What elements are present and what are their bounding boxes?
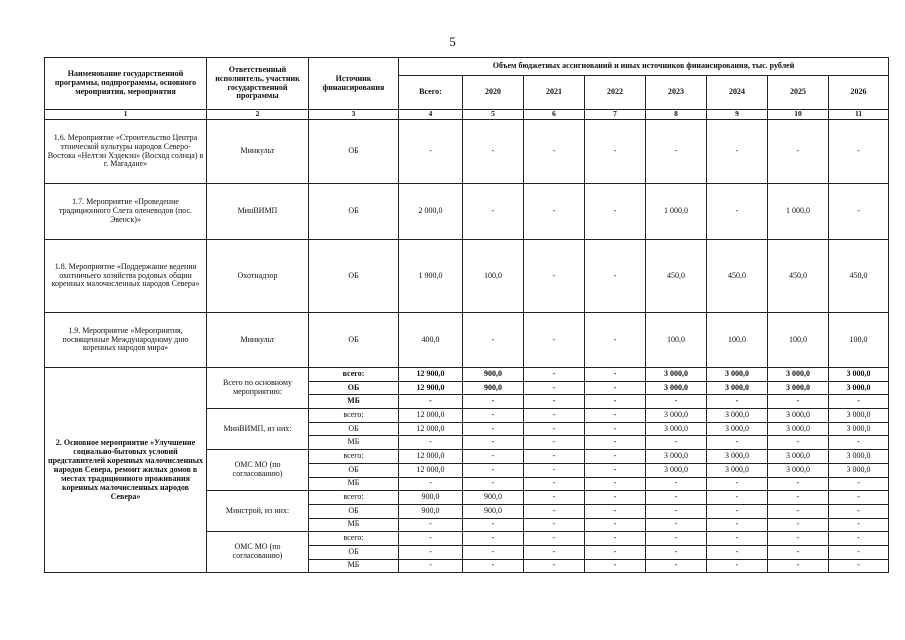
value-cell: 3 000,0	[768, 381, 829, 395]
value-cell: 12 900,0	[399, 381, 463, 395]
value-cell: 100,0	[707, 313, 768, 368]
source-cell: ОБ	[309, 504, 399, 518]
value-cell: -	[707, 532, 768, 546]
value-cell: -	[707, 491, 768, 505]
table-row	[45, 313, 889, 368]
value-cell: 3 000,0	[768, 450, 829, 464]
value-cell: -	[829, 120, 889, 184]
value-cell: 3 000,0	[707, 463, 768, 477]
value-cell: -	[399, 559, 463, 573]
value-cell: -	[585, 450, 646, 464]
value-cell: -	[768, 518, 829, 532]
value-cell: -	[646, 532, 707, 546]
value-cell: 3 000,0	[768, 368, 829, 382]
activity-name: 1.7. Мероприятие «Проведение традиционного Слета оленеводов (пос. Эвенск)»	[45, 184, 207, 240]
value-cell: 3 000,0	[646, 450, 707, 464]
value-cell: 900,0	[463, 504, 524, 518]
value-cell: -	[463, 436, 524, 450]
header-program-name: Наименование государственной программы, подпрограммы, основного мероприятия, мероприятия	[45, 58, 207, 110]
value-cell: -	[585, 313, 646, 368]
header-year-7: 2026	[829, 76, 889, 110]
value-cell: -	[399, 477, 463, 491]
header-year-3: 2022	[585, 76, 646, 110]
value-cell: 900,0	[463, 368, 524, 382]
value-cell: -	[646, 395, 707, 409]
value-cell: 900,0	[399, 504, 463, 518]
value-cell: 100,0	[646, 313, 707, 368]
value-cell: -	[463, 463, 524, 477]
executor-cell: МинВИМП, из них:	[207, 409, 309, 450]
value-cell: -	[585, 491, 646, 505]
value-cell: -	[707, 184, 768, 240]
value-cell: 3 000,0	[829, 450, 889, 464]
value-cell: -	[829, 184, 889, 240]
header-source: Источник финансирования	[309, 58, 399, 110]
value-cell: 3 000,0	[829, 381, 889, 395]
value-cell: -	[524, 504, 585, 518]
value-cell: -	[768, 395, 829, 409]
table-row	[45, 240, 889, 313]
value-cell: 12 900,0	[399, 368, 463, 382]
source-cell: ОБ	[309, 545, 399, 559]
value-cell: -	[463, 409, 524, 423]
header-year-4: 2023	[646, 76, 707, 110]
table-row	[45, 120, 889, 184]
value-cell: -	[524, 518, 585, 532]
value-cell: -	[829, 518, 889, 532]
value-cell: -	[524, 436, 585, 450]
value-cell: -	[829, 545, 889, 559]
value-cell: 450,0	[829, 240, 889, 313]
value-cell: -	[646, 436, 707, 450]
value-cell: -	[768, 491, 829, 505]
source-cell: всего:	[309, 450, 399, 464]
executor-cell: Минстрой, из них:	[207, 491, 309, 532]
value-cell: 900,0	[463, 491, 524, 505]
value-cell: -	[829, 532, 889, 546]
value-cell: -	[524, 240, 585, 313]
column-number-7: 7	[585, 110, 646, 120]
value-cell: -	[585, 532, 646, 546]
value-cell: -	[646, 120, 707, 184]
value-cell: -	[399, 436, 463, 450]
value-cell: 900,0	[399, 491, 463, 505]
value-cell: -	[585, 559, 646, 573]
value-cell: 450,0	[768, 240, 829, 313]
value-cell: -	[524, 477, 585, 491]
source-cell: МБ	[309, 518, 399, 532]
value-cell: -	[524, 491, 585, 505]
value-cell: -	[707, 545, 768, 559]
value-cell: -	[524, 368, 585, 382]
column-number-6: 6	[524, 110, 585, 120]
value-cell: -	[646, 477, 707, 491]
value-cell: -	[768, 436, 829, 450]
value-cell: -	[707, 559, 768, 573]
executor-cell: ОМС МО (по согласованию)	[207, 450, 309, 491]
column-number-10: 10	[768, 110, 829, 120]
value-cell: -	[707, 477, 768, 491]
value-cell: -	[829, 395, 889, 409]
value-cell: 3 000,0	[646, 422, 707, 436]
value-cell: -	[524, 184, 585, 240]
value-cell: -	[399, 545, 463, 559]
value-cell: -	[707, 504, 768, 518]
value-cell: 2 000,0	[399, 184, 463, 240]
value-cell: 900,0	[463, 381, 524, 395]
value-cell: -	[399, 518, 463, 532]
value-cell: 100,0	[463, 240, 524, 313]
value-cell: -	[585, 409, 646, 423]
value-cell: -	[524, 422, 585, 436]
value-cell: 3 000,0	[768, 422, 829, 436]
value-cell: -	[768, 120, 829, 184]
column-number-5: 5	[463, 110, 524, 120]
value-cell: -	[829, 477, 889, 491]
column-number-1: 1	[45, 110, 207, 120]
source-cell: ОБ	[309, 381, 399, 395]
value-cell: -	[399, 532, 463, 546]
value-cell: 12 000,0	[399, 463, 463, 477]
value-cell: 12 000,0	[399, 409, 463, 423]
value-cell: -	[463, 313, 524, 368]
value-cell: -	[768, 545, 829, 559]
value-cell: -	[524, 409, 585, 423]
value-cell: 3 000,0	[707, 450, 768, 464]
column-number-8: 8	[646, 110, 707, 120]
budget-table	[44, 57, 889, 573]
value-cell: 3 000,0	[707, 368, 768, 382]
value-cell: -	[585, 463, 646, 477]
source-cell: МБ	[309, 559, 399, 573]
value-cell: 12 000,0	[399, 450, 463, 464]
value-cell: -	[585, 518, 646, 532]
value-cell: -	[646, 518, 707, 532]
activity-name: 1.6. Мероприятие «Строительство Центра этнической культуры народов Северо-Востока «Нелтэн Хэдекэн» (Восход солнца) в г. Магадане»	[45, 120, 207, 184]
value-cell: -	[585, 504, 646, 518]
value-cell: -	[585, 545, 646, 559]
source-cell: ОБ	[309, 422, 399, 436]
value-cell: -	[463, 120, 524, 184]
executor-cell: МинВИМП	[207, 184, 309, 240]
value-cell: 3 000,0	[646, 368, 707, 382]
value-cell: -	[707, 436, 768, 450]
value-cell: -	[707, 395, 768, 409]
header-executor: Ответственный исполнитель, участник государственной программы	[207, 58, 309, 110]
table-row	[45, 368, 889, 382]
value-cell: 100,0	[829, 313, 889, 368]
source-cell: МБ	[309, 436, 399, 450]
value-cell: -	[829, 491, 889, 505]
value-cell: 3 000,0	[768, 409, 829, 423]
column-number-2: 2	[207, 110, 309, 120]
value-cell: -	[463, 559, 524, 573]
value-cell: 3 000,0	[646, 409, 707, 423]
value-cell: -	[585, 477, 646, 491]
value-cell: -	[463, 532, 524, 546]
value-cell: -	[463, 477, 524, 491]
value-cell: -	[585, 422, 646, 436]
source-cell: ОБ	[309, 184, 399, 240]
value-cell: 400,0	[399, 313, 463, 368]
column-number-11: 11	[829, 110, 889, 120]
value-cell: 12 000,0	[399, 422, 463, 436]
value-cell: -	[707, 518, 768, 532]
source-cell: ОБ	[309, 120, 399, 184]
value-cell: 3 000,0	[707, 409, 768, 423]
source-cell: всего:	[309, 491, 399, 505]
column-number-3: 3	[309, 110, 399, 120]
value-cell: 3 000,0	[707, 422, 768, 436]
activity-name: 1.9. Мероприятие «Мероприятия, посвященные Международному дню коренных народов мира»	[45, 313, 207, 368]
value-cell: -	[768, 532, 829, 546]
value-cell: 1 000,0	[646, 184, 707, 240]
value-cell: 3 000,0	[829, 463, 889, 477]
value-cell: -	[524, 532, 585, 546]
source-cell: МБ	[309, 395, 399, 409]
value-cell: 1 000,0	[768, 184, 829, 240]
value-cell: -	[524, 381, 585, 395]
page-number: 5	[449, 34, 456, 49]
main-activity-name: 2. Основное мероприятие «Улучшение социально-бытовых условий представителей коренных малочисленных народов Севера, ремонт жилых домов в местах традиционного проживания коренных малочисленных народов Севера»	[45, 368, 207, 573]
value-cell: 100,0	[768, 313, 829, 368]
source-cell: ОБ	[309, 463, 399, 477]
value-cell: 3 000,0	[707, 381, 768, 395]
value-cell: -	[463, 184, 524, 240]
value-cell: -	[646, 545, 707, 559]
value-cell: -	[646, 559, 707, 573]
value-cell: 450,0	[646, 240, 707, 313]
value-cell: -	[524, 463, 585, 477]
column-number-9: 9	[707, 110, 768, 120]
value-cell: -	[585, 381, 646, 395]
value-cell: -	[585, 184, 646, 240]
value-cell: 3 000,0	[646, 381, 707, 395]
value-cell: 450,0	[707, 240, 768, 313]
value-cell: -	[768, 559, 829, 573]
source-cell: ОБ	[309, 313, 399, 368]
value-cell: -	[829, 559, 889, 573]
source-cell: ОБ	[309, 240, 399, 313]
value-cell: -	[829, 504, 889, 518]
header-year-2: 2021	[524, 76, 585, 110]
source-cell: всего:	[309, 532, 399, 546]
header-year-6: 2025	[768, 76, 829, 110]
value-cell: -	[463, 422, 524, 436]
executor-cell: Минкульт	[207, 313, 309, 368]
value-cell: -	[524, 395, 585, 409]
header-year-1: 2020	[463, 76, 524, 110]
value-cell: -	[399, 120, 463, 184]
value-cell: -	[829, 436, 889, 450]
value-cell: -	[707, 120, 768, 184]
value-cell: -	[646, 491, 707, 505]
value-cell: -	[399, 395, 463, 409]
value-cell: -	[585, 395, 646, 409]
value-cell: -	[585, 120, 646, 184]
value-cell: -	[524, 559, 585, 573]
executor-cell: Всего по основному мероприятию:	[207, 368, 309, 409]
value-cell: -	[524, 120, 585, 184]
value-cell: -	[463, 518, 524, 532]
value-cell: -	[585, 436, 646, 450]
value-cell: 1 900,0	[399, 240, 463, 313]
value-cell: -	[463, 395, 524, 409]
source-cell: всего:	[309, 368, 399, 382]
executor-cell: Минкульт	[207, 120, 309, 184]
value-cell: -	[768, 504, 829, 518]
value-cell: -	[524, 545, 585, 559]
value-cell: -	[768, 477, 829, 491]
value-cell: -	[524, 313, 585, 368]
value-cell: 3 000,0	[829, 409, 889, 423]
value-cell: -	[646, 504, 707, 518]
value-cell: 3 000,0	[829, 422, 889, 436]
source-cell: всего:	[309, 409, 399, 423]
value-cell: -	[463, 545, 524, 559]
header-year-0: Всего:	[399, 76, 463, 110]
source-cell: МБ	[309, 477, 399, 491]
executor-cell: ОМС МО (по согласованию)	[207, 532, 309, 573]
table-row	[45, 184, 889, 240]
executor-cell: Охотнадзор	[207, 240, 309, 313]
header-year-5: 2024	[707, 76, 768, 110]
value-cell: -	[463, 450, 524, 464]
value-cell: 3 000,0	[768, 463, 829, 477]
value-cell: -	[585, 240, 646, 313]
value-cell: -	[524, 450, 585, 464]
header-budget-group: Объем бюджетных ассигнований и иных источников финансирования, тыс. рублей	[399, 58, 889, 76]
value-cell: 3 000,0	[829, 368, 889, 382]
value-cell: -	[585, 368, 646, 382]
column-number-4: 4	[399, 110, 463, 120]
value-cell: 3 000,0	[646, 463, 707, 477]
activity-name: 1.8. Мероприятие «Поддержание ведения охотничьего хозяйства родовых общин коренных малочисленных народов Севера»	[45, 240, 207, 313]
